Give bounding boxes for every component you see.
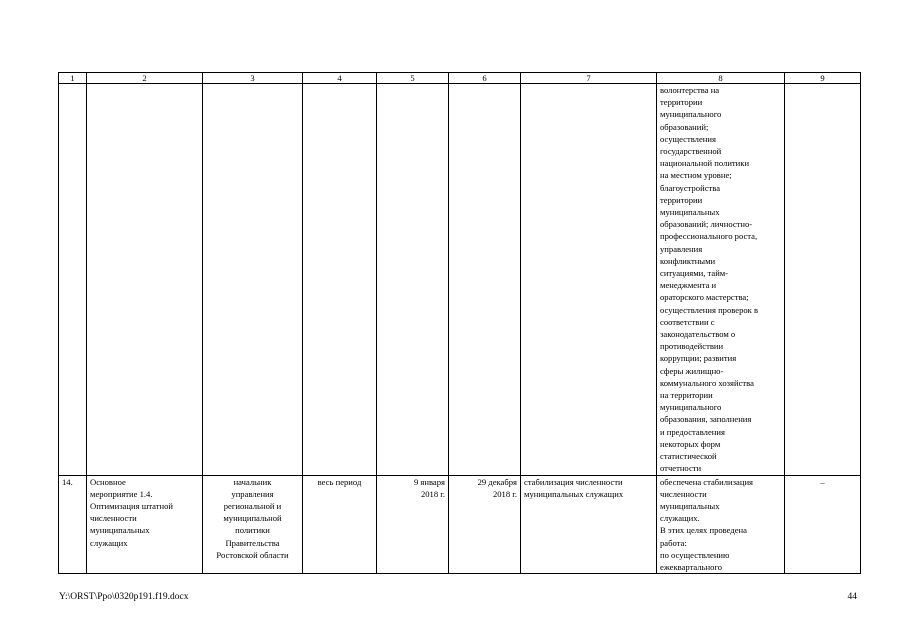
cell-line: муниципальной: [223, 513, 282, 524]
cell-line: Правительства: [225, 537, 280, 548]
footer-file-path: Y:\ORST\Ppo\0320p191.f19.docx: [59, 592, 189, 602]
column-header-1: 1: [59, 73, 87, 84]
cell-line: Ростовской области: [216, 549, 289, 560]
column-header-4: 4: [303, 73, 377, 84]
column-header-7: 7: [521, 73, 657, 84]
measures-table: [58, 72, 861, 574]
cell-line: региональной и: [223, 500, 282, 511]
cell-line: образования, заполнения: [660, 414, 752, 425]
cell-line: территории: [660, 194, 703, 205]
cell-line: благоустройства: [660, 182, 721, 193]
row-number: 14.: [59, 475, 87, 574]
cell-line: муниципальных служащих: [524, 488, 624, 499]
cell-line: законодательством о: [660, 329, 736, 340]
cell-line: политики: [235, 525, 270, 536]
cont-cell-5: [377, 84, 449, 476]
cont-cell-7: [521, 84, 657, 476]
cell-line: ежеквартального: [660, 561, 723, 572]
cell-line: 2018 г.: [492, 488, 517, 499]
column-header-3: 3: [203, 73, 303, 84]
cell-line: сферы жилищно-: [660, 365, 724, 376]
column-header-2: 2: [87, 73, 203, 84]
cell-line: образований; личностно-: [660, 219, 753, 230]
cell-line: служащих: [90, 537, 128, 548]
cell-line: управления: [231, 488, 274, 499]
period-cell: весь период: [303, 475, 377, 574]
cont-cell-2: [87, 84, 203, 476]
deviation-cell: –: [785, 475, 861, 574]
cell-line: территории: [660, 97, 703, 108]
cell-line: муниципальных: [90, 525, 150, 536]
cell-line: национальной политики: [660, 158, 750, 169]
table-row-14: [59, 475, 861, 574]
cell-line: осуществления: [660, 133, 716, 144]
cont-cell-6: [449, 84, 521, 476]
cell-line: отчетности: [660, 463, 702, 474]
cell-line: противодействии: [660, 341, 724, 352]
cell-line: некоторых форм: [660, 438, 721, 449]
start-date-cell: [377, 475, 449, 574]
cell-line: соответствии с: [660, 316, 715, 327]
cell-line: муниципального: [660, 402, 722, 413]
cell-line: 9 января: [413, 476, 445, 487]
column-header-6: 6: [449, 73, 521, 84]
cell-line: на местном уровне;: [660, 170, 732, 181]
cell-line: стабилизация численности: [524, 476, 623, 487]
cell-line: численности: [660, 488, 707, 499]
cell-line: образований;: [660, 121, 709, 132]
cont-cell-1: [59, 84, 87, 476]
cell-line: Основное: [90, 476, 126, 487]
actual-result-cell: [657, 475, 785, 574]
cell-line: ситуациями, тайм-: [660, 268, 729, 279]
cell-line: обеспечена стабилизация: [660, 476, 754, 487]
cell-line: волонтерства на: [660, 85, 720, 95]
cell-line: 2018 г.: [420, 488, 445, 499]
cont-result-cell: [657, 84, 785, 476]
cell-line: муниципального: [660, 109, 722, 120]
cell-line: муниципальных: [660, 500, 720, 511]
cell-line: по осуществлению: [660, 549, 730, 560]
cell-line: профессионального роста,: [660, 231, 758, 242]
cell-line: и предоставления: [660, 426, 725, 437]
cell-line: осуществления проверок в: [660, 304, 759, 315]
cell-line: коррупции; развития: [660, 353, 737, 364]
cell-line: работа:: [660, 537, 687, 548]
cell-line: менеджмента и: [660, 280, 717, 291]
cell-line: 29 декабря: [477, 476, 517, 487]
cell-line: на территории: [660, 390, 713, 401]
cell-line: государственной: [660, 146, 722, 157]
cell-line: мероприятие 1.4.: [90, 488, 153, 499]
cell-line: муниципальных: [660, 207, 720, 218]
end-date-cell: [449, 475, 521, 574]
responsible-cell: [203, 475, 303, 574]
expected-result-cell: [521, 475, 657, 574]
cell-line: статистической: [660, 451, 717, 462]
column-header-5: 5: [377, 73, 449, 84]
measure-name-cell: [87, 475, 203, 574]
cell-line: численности: [90, 513, 137, 524]
cell-line: В этих целях проведена: [660, 525, 747, 536]
cell-line: Оптимизация штатной: [90, 500, 174, 511]
cell-line: конфликтными: [660, 255, 716, 266]
cell-line: коммунального хозяйства: [660, 377, 754, 388]
cell-line: служащих.: [660, 513, 700, 524]
column-header-8: 8: [657, 73, 785, 84]
cell-line: начальник: [233, 476, 272, 487]
cont-cell-9: [785, 84, 861, 476]
page-number: 44: [847, 592, 857, 602]
cell-line: управления: [660, 243, 703, 254]
column-header-9: 9: [785, 73, 861, 84]
continuation-row: [59, 84, 861, 476]
cont-cell-3: [203, 84, 303, 476]
cell-line: ораторского мастерства;: [660, 292, 749, 303]
cont-cell-4: [303, 84, 377, 476]
column-number-row: [59, 73, 861, 84]
